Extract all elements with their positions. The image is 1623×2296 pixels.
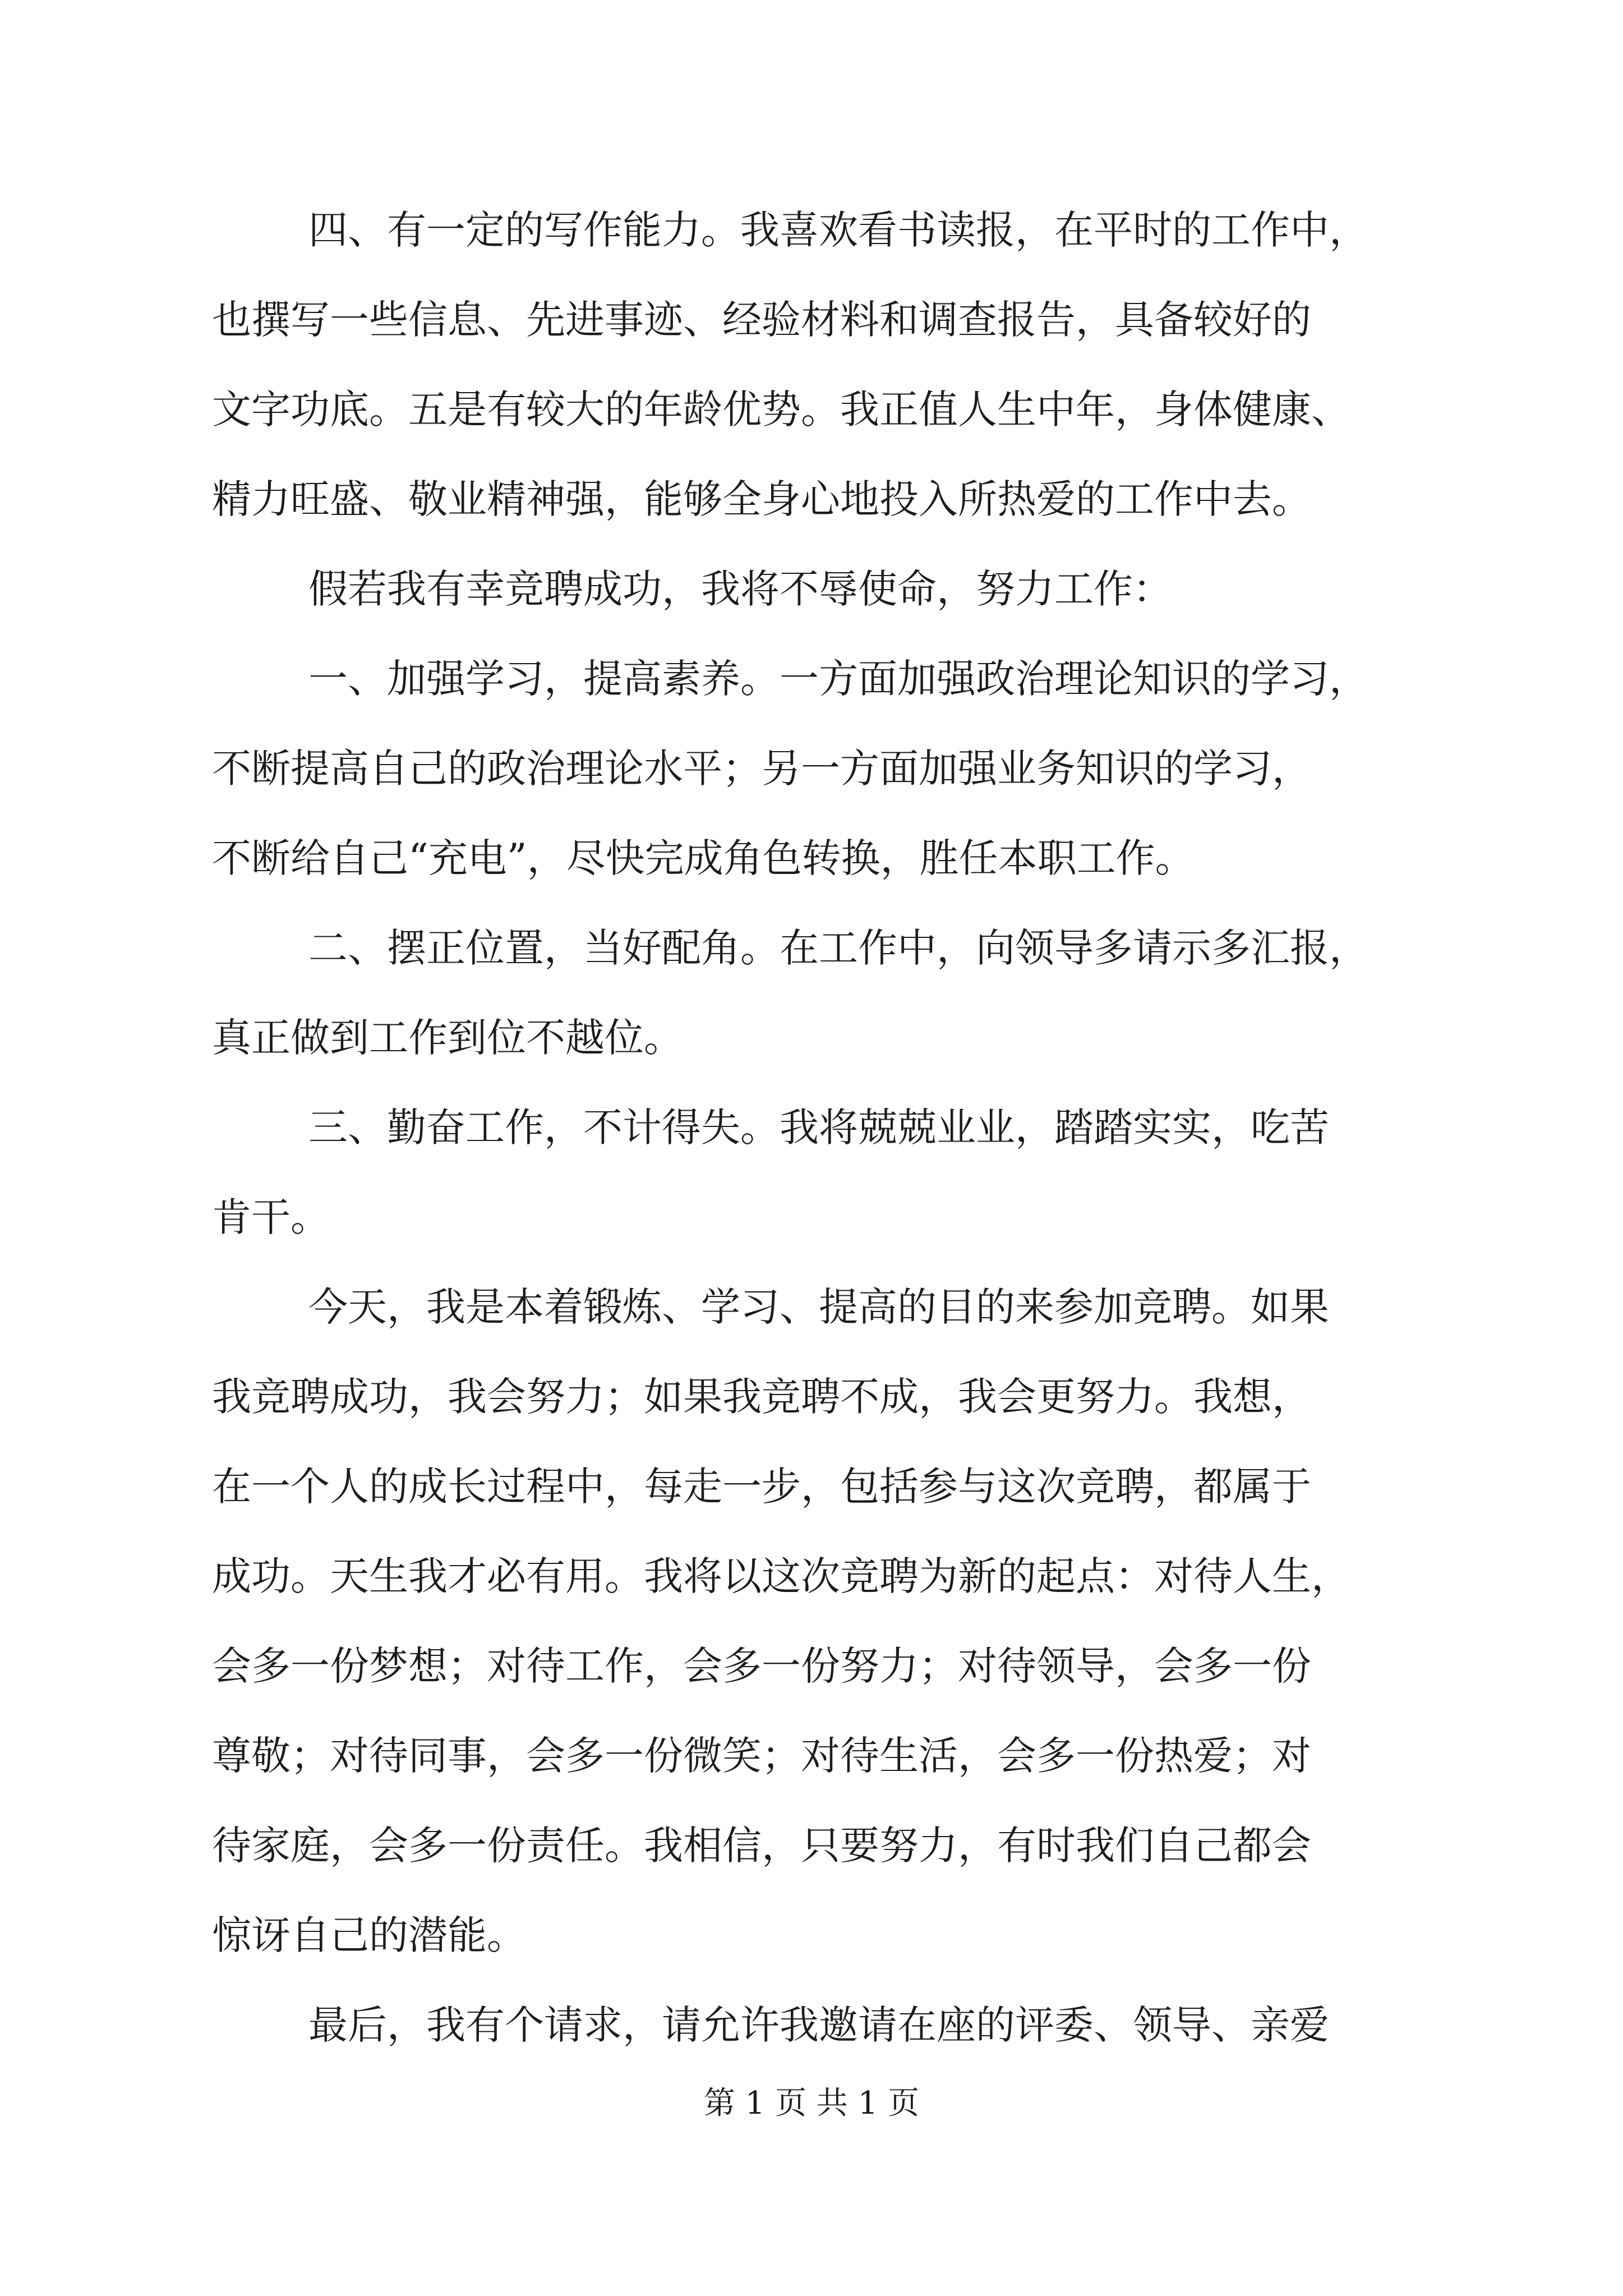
page-number-footer: 第 1 页 共 1 页 [703,2085,920,2122]
text-line: 待家庭，会多一份责任。我相信，只要努力，有时我们自己都会 [212,1823,1311,1869]
text-line: 不断提高自己的政治理论水平；另一方面加强业务知识的学习， [212,746,1311,792]
text-line: 肯干。 [212,1194,330,1240]
text-line: 会多一份梦想；对待工作，会多一份努力；对待领导，会多一份 [212,1643,1311,1689]
text-line: 文字功底。五是有较大的年龄优势。我正值人生中年，身体健康、 [212,386,1350,432]
text-line: 在一个人的成长过程中，每走一步，包括参与这次竞聘，都属于 [212,1464,1311,1510]
text-line: 真正做到工作到位不越位。 [212,1015,683,1061]
text-line: 一、加强学习，提高素养。一方面加强政治理论知识的学习， [308,656,1368,702]
text-line: 成功。天生我才必有用。我将以这次竞聘为新的起点：对待人生， [212,1553,1350,1599]
text-line: 也撰写一些信息、先进事迹、经验材料和调查报告，具备较好的 [212,297,1311,343]
text-line: 二、摆正位置，当好配角。在工作中，向领导多请示多汇报， [308,925,1368,971]
text-line: 四、有一定的写作能力。我喜欢看书读报，在平时的工作中， [308,207,1368,253]
text-line: 今天，我是本着锻炼、学习、提高的目的来参加竞聘。如果 [308,1284,1329,1330]
text-line: 三、勤奋工作，不计得失。我将兢兢业业，踏踏实实，吃苦 [308,1105,1329,1151]
text-line: 假若我有幸竞聘成功，我将不辱使命，努力工作： [308,566,1172,612]
text-line: 尊敬；对待同事，会多一份微笑；对待生活，会多一份热爱；对 [212,1733,1311,1779]
text-line: 不断给自己“充电”，尽快完成角色转换，胜任本职工作。 [212,835,1195,881]
text-line: 最后，我有个请求，请允许我邀请在座的评委、领导、亲爱 [308,2002,1329,2048]
text-line: 我竞聘成功，我会努力；如果我竞聘不成，我会更努力。我想， [212,1374,1311,1420]
text-line: 惊讶自己的潜能。 [212,1912,526,1958]
text-line: 精力旺盛、敬业精神强，能够全身心地投入所热爱的工作中去。 [212,476,1311,522]
